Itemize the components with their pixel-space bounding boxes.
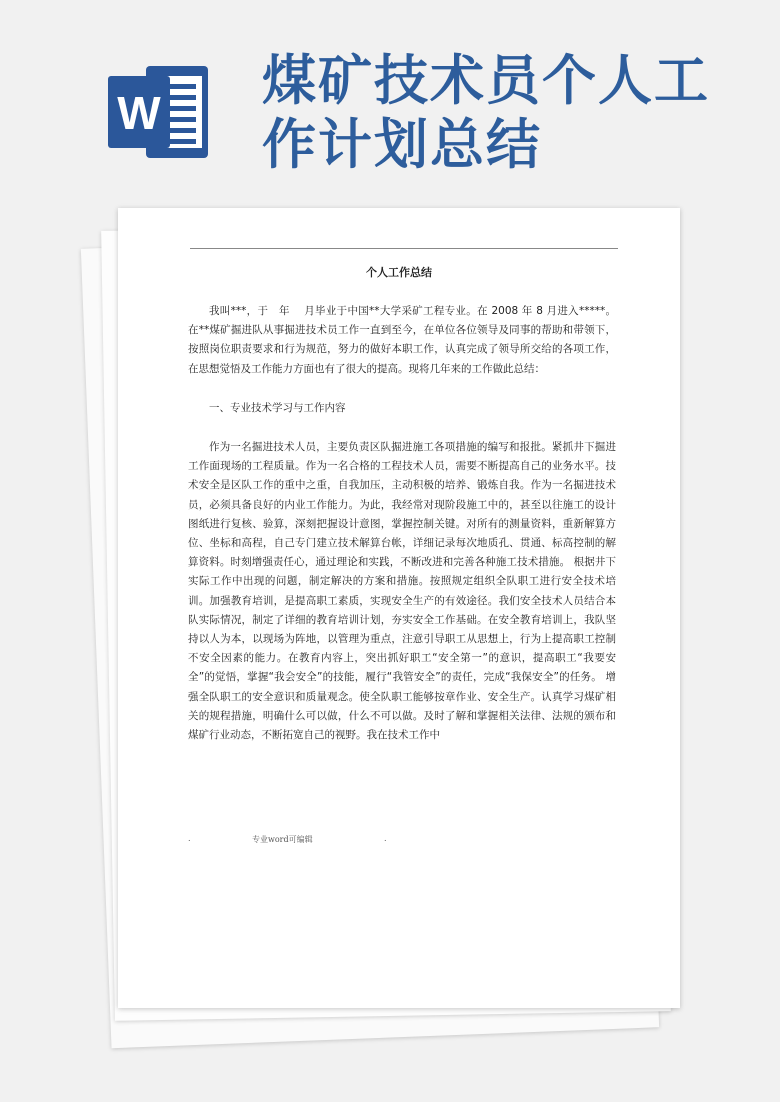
footer-dot-left: . bbox=[188, 834, 191, 843]
document-body bbox=[188, 302, 616, 745]
paragraph-work-content: 作为一名掘进技术人员，主要负责区队掘进施工各项措施的编写和报批。紧抓井下掘进工作面现场的工程质量。作为一名合格的工程技术人员，需要不断提高自己的业务水平。技术安全是区队工作的重中之重，自我加压，主动积极的培养、锻炼自我。作为一名掘进技术员，必须具备良好的内业工作能力。为此，我经常对现阶段施工中的，甚至以往施工的设计图纸进行复核、验算，深刻把握设计意图，掌握控制关键。对所有的测量资料，重新解算方位、坐标和高程，自己专门建立技术解算台帐，详细记录每次地质孔、贯通、标高控制的解算资料。时刻增强责任心，通过理论和实践，不断改进和完善各种施工技术措施。 根据井下实际工作中出现的问题，制定解决的方案和措施。按照规定组织全队职工进行安全技术培训。加强教育培训，是提高职工素质，实现安全生产的有效途径。我们安全技术人员结合本队实际情况，制定了详细的教育培训计划，夯实安全工作基础。在安全教育培训上，我队坚持以人为本，以现场为阵地，以管理为重点，注意引导职工从思想上，行为上提高职工控制不安全因素的能力。在教育内容上，突出抓好职工“安全第一”的意识，提高职工“我要安全”的觉悟，掌握“我会安全”的技能，履行“我管安全”的责任，完成“我保安全”的任务。 增强全队职工的安全意识和质量观念。使全队职工能够按章作业、安全生产。认真学习煤矿相关的规程措施，明确什么可以做，什么不可以做。及时了解和掌握相关法律、法规的颁布和煤矿行业动态，不断拓宽自己的视野。我在技术工作中 bbox=[188, 441, 616, 742]
document-page bbox=[118, 208, 680, 1008]
header-rule bbox=[190, 248, 618, 249]
word-logo-letter: W bbox=[117, 87, 161, 139]
section-heading: 一、专业技术学习与工作内容 bbox=[209, 401, 346, 414]
document-heading: 个人工作总结 bbox=[366, 266, 432, 279]
footer-dot-right: . bbox=[384, 834, 387, 843]
footer-label: 专业word可编辑 bbox=[252, 835, 313, 844]
paragraph-intro: 我叫***，于 年 月毕业于中国**大学采矿工程专业。在 2008 年 8 月进入*****。在**煤矿掘进队从事掘进技术员工作一直到至今，在单位各位领导及同事的帮助和带领下，按照岗位职责要求和行为规范，努力的做好本职工作，认真完成了领导所交给的各项工作，在思想觉悟及工作能力方面也有了很大的提高。现将几年来的工作做此总结： bbox=[188, 305, 616, 375]
page-title: 煤矿技术员个人工作计划总结 bbox=[262, 48, 710, 176]
word-logo-icon bbox=[108, 62, 210, 162]
